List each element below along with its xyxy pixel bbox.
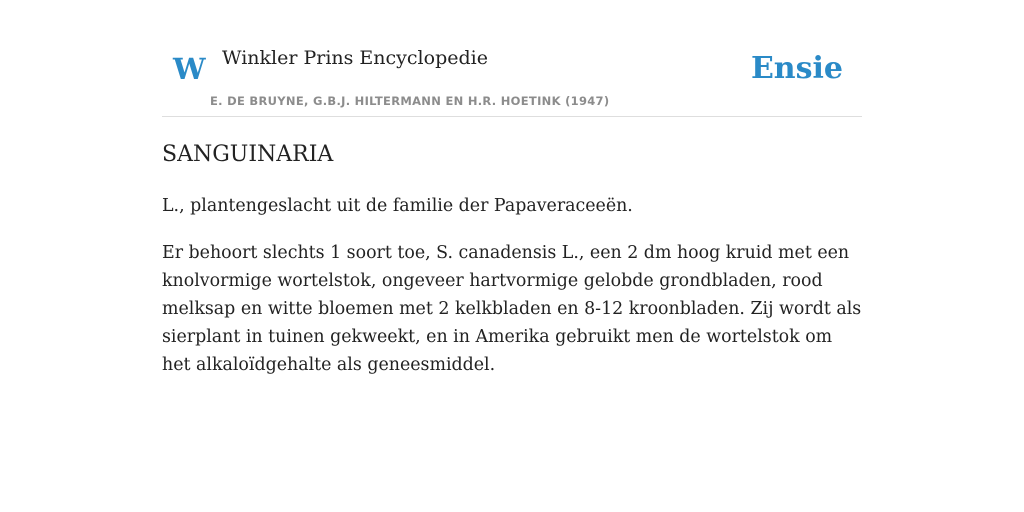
article xyxy=(162,138,862,379)
article-paragraph: L., plantengeslacht uit de familie der Papaveraceeën. xyxy=(162,196,633,216)
ensie-logo-link[interactable]: Ensie xyxy=(750,51,843,86)
source-title-link[interactable]: Winkler Prins Encyclopedie xyxy=(222,47,488,69)
article-paragraph: Er behoort slechts 1 soort toe, S. canadensis L., een 2 dm hoog kruid met een knolvormige wortelstok, ongeveer hartvormige gelobde grondbladen, rood melksap en witte bloemen met 2 kelkbladen en 8-12 kroonbladen. Zij wordt als sierplant in tuinen gekweekt, en in Amerika gebruikt men de wortelstok om het alkaloïdgehalte als geneesmiddel. xyxy=(162,243,862,375)
article-title: SANGUINARIA xyxy=(162,142,334,167)
source-authors: E. DE BRUYNE, G.B.J. HILTERMANN EN H.R. HOETINK (1947) xyxy=(210,94,610,108)
source-logo[interactable]: W xyxy=(173,52,206,86)
source-header xyxy=(162,40,862,117)
